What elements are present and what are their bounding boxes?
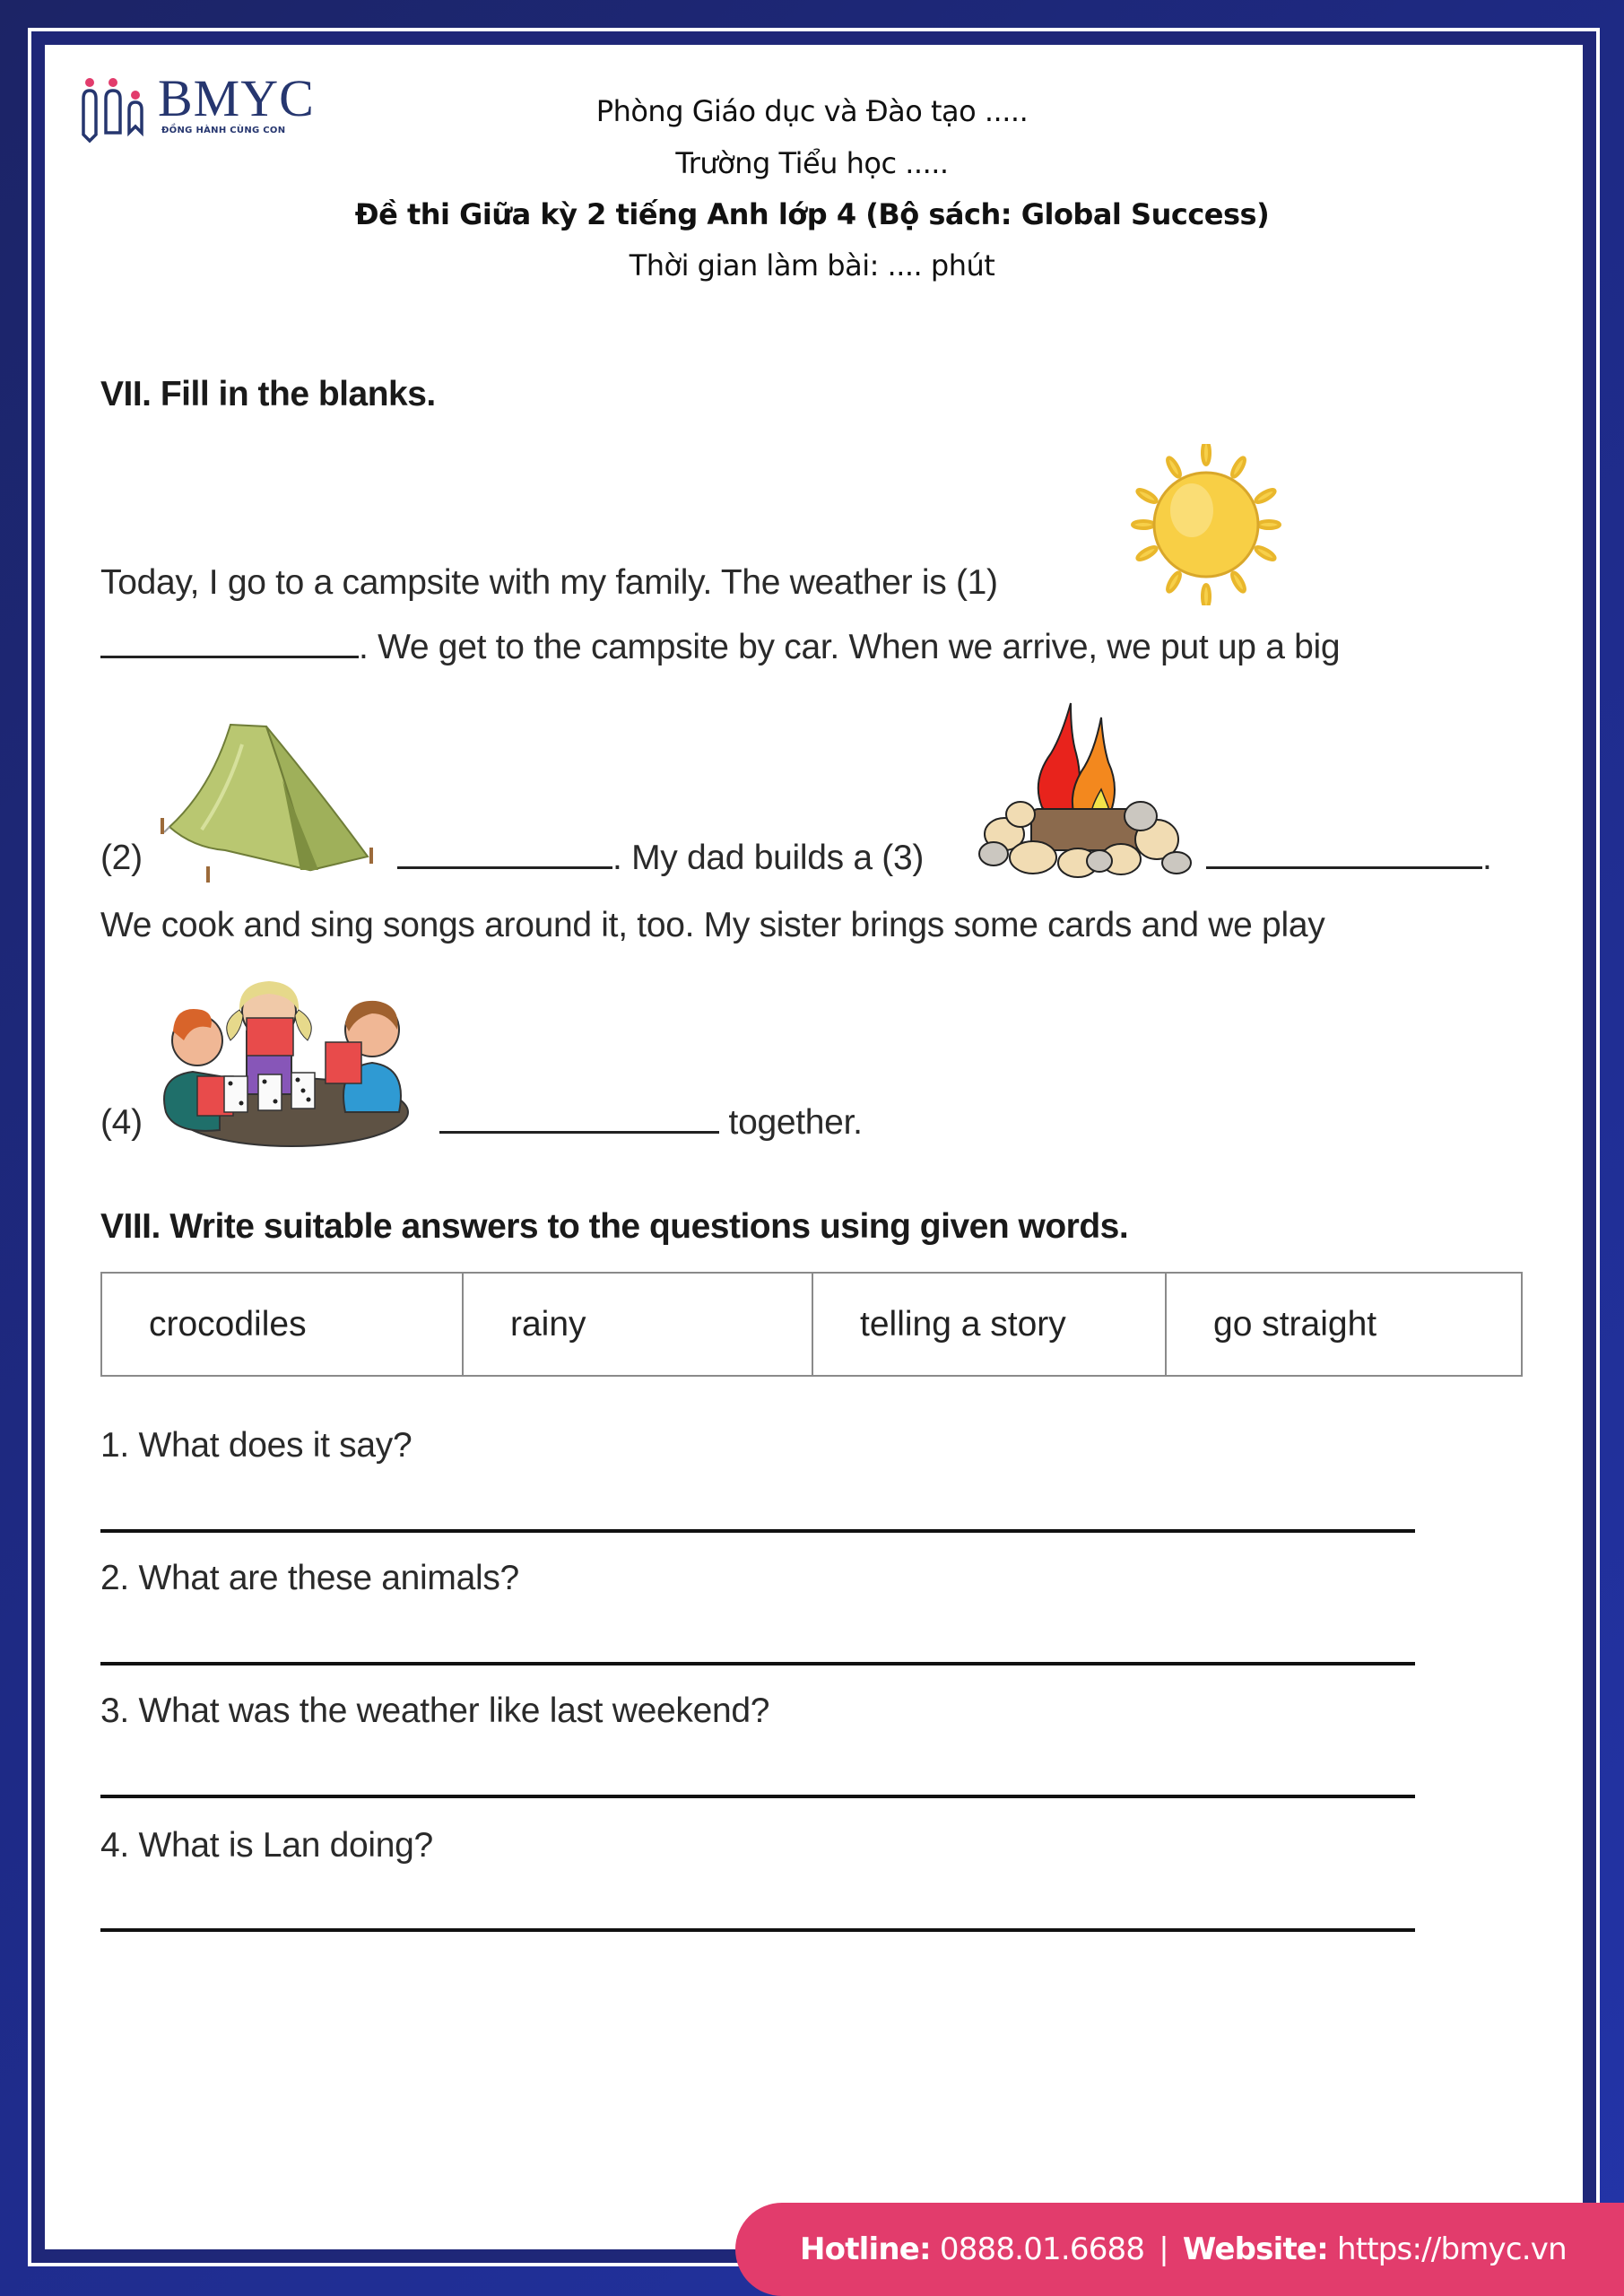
blank-3[interactable] bbox=[1206, 865, 1482, 869]
answer-line-1[interactable] bbox=[100, 1529, 1415, 1533]
website-label: Website: bbox=[1182, 2231, 1328, 2267]
blank-1[interactable] bbox=[100, 655, 359, 658]
blank-2[interactable] bbox=[397, 865, 612, 869]
answer-line-3[interactable] bbox=[100, 1795, 1415, 1798]
passage-line-4: We cook and sing songs around it, too. My sister brings some cards and we play bbox=[100, 906, 1325, 944]
word-bank-cell: crocodiles bbox=[102, 1274, 464, 1375]
section-8-title: VIII. Write suitable answers to the questions using given words. bbox=[100, 1207, 1129, 1246]
footer-separator: | bbox=[1159, 2231, 1168, 2267]
word-bank-cell: rainy bbox=[464, 1274, 813, 1375]
question-3: 3. What was the weather like last weekend? bbox=[100, 1692, 770, 1730]
section-7-title: VII. Fill in the blanks. bbox=[100, 375, 436, 413]
school-line: Trường Tiểu học ..... bbox=[675, 146, 949, 180]
tent-icon bbox=[157, 718, 390, 883]
footer-banner bbox=[735, 2203, 1624, 2296]
word-bank-cell: telling a story bbox=[813, 1274, 1167, 1375]
passage-line-3: . My dad builds a (3) bbox=[397, 839, 924, 878]
blank-2-label: (2) bbox=[100, 839, 143, 877]
passage-line-2: . We get to the campsite by car. When we arrive, we put up a big bbox=[100, 628, 1340, 667]
answer-line-2[interactable] bbox=[100, 1662, 1415, 1665]
website-link[interactable]: https://bmyc.vn bbox=[1336, 2231, 1567, 2267]
question-2: 2. What are these animals? bbox=[100, 1559, 519, 1597]
department-line: Phòng Giáo dục và Đào tạo ..... bbox=[595, 94, 1029, 128]
sun-icon bbox=[1125, 444, 1287, 605]
answer-line-4[interactable] bbox=[100, 1928, 1415, 1932]
exam-title: Đề thi Giữa kỳ 2 tiếng Anh lớp 4 (Bộ sách: Global Success) bbox=[354, 197, 1270, 231]
campfire-icon bbox=[977, 700, 1197, 879]
passage-line-3-end: . bbox=[1206, 839, 1492, 878]
logo-brand: BMYC bbox=[158, 69, 315, 127]
passage-line-5: together. bbox=[439, 1103, 863, 1143]
hotline-number[interactable]: 0888.01.6688 bbox=[939, 2231, 1145, 2267]
word-bank-table bbox=[100, 1272, 1523, 1377]
question-4: 4. What is Lan doing? bbox=[100, 1826, 433, 1865]
logo-tagline: ĐỒNG HÀNH CÙNG CON bbox=[161, 126, 286, 135]
question-1: 1. What does it say? bbox=[100, 1426, 413, 1465]
blank-4-label: (4) bbox=[100, 1103, 143, 1142]
passage-line-1: Today, I go to a campsite with my family. The weather is (1) bbox=[100, 563, 998, 602]
word-bank-cell: go straight bbox=[1213, 1304, 1377, 1344]
blank-4[interactable] bbox=[439, 1130, 719, 1134]
hotline-label: Hotline: bbox=[800, 2231, 931, 2267]
playing-cards-icon bbox=[157, 978, 426, 1148]
time-line: Thời gian làm bài: .... phút bbox=[629, 248, 995, 283]
